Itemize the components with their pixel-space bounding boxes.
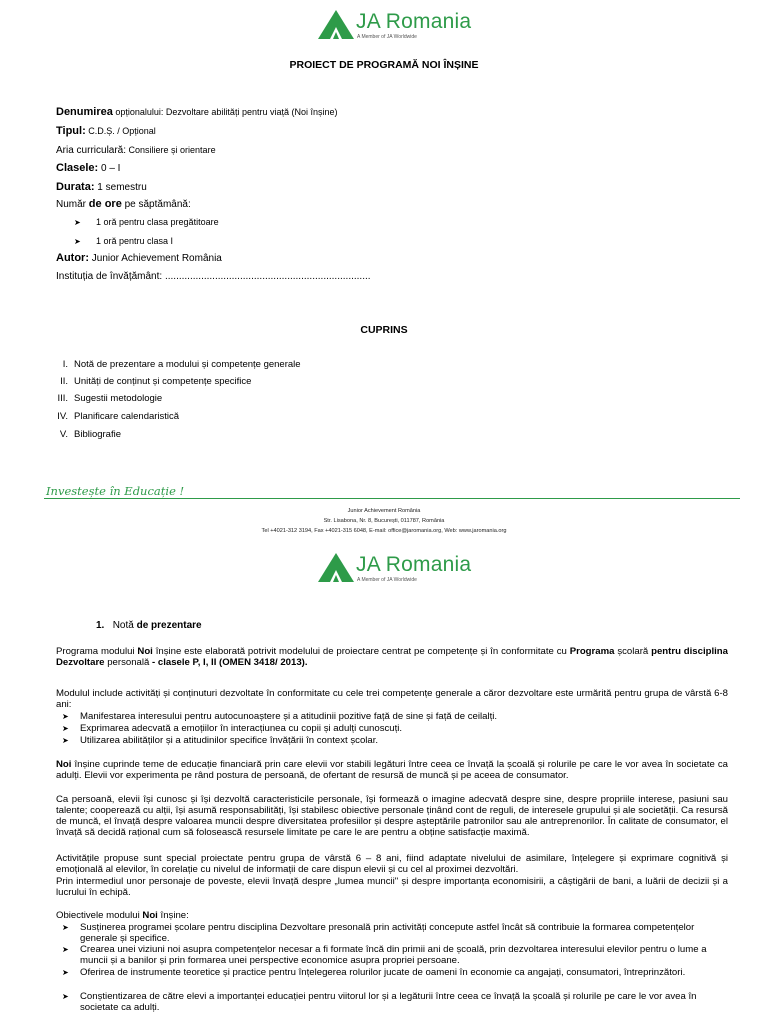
competenta-bullet [62,723,728,734]
arrow-bullet-icon: ➤ [74,237,81,246]
footer-divider [44,498,740,499]
toc-item [52,376,251,387]
clasele-row [56,161,120,176]
ore-item [74,236,173,246]
toc-num: I. [62,359,68,370]
toc-text: Unități de conținut și competențe specifice [74,376,252,387]
competenta-text: Utilizarea abilităților și a atitudinilor specifice învățării în context școlar. [80,735,379,746]
institutia-row: Instituția de învățământ: .......................................................................... [56,271,371,282]
arrow-bullet-icon: ➤ [62,736,69,745]
obiectiv-bullet [62,922,728,944]
footer-address: Str. Lisabona, Nr. 8, București, 011787, România [323,518,445,524]
p3-text: înșine cuprinde teme de educație financiară prin care elevii vor stabili legături între ceea ce învață la școală și rolurile pe care le vor avea în societate ca adulți. Elevii vor experimenta pe rând postura de persoană, de ofertant de resursă de muncă și pe aceea de consumator. [56,759,728,781]
section-heading [96,620,202,631]
ore-item [74,217,219,227]
autor-row [56,251,222,266]
ja-romania-logo-top [318,10,478,40]
autor-label: Autor: [56,252,89,264]
numar-bold: de ore [88,198,122,210]
obiectiv-bullet [62,991,728,1013]
paragraph-programa [56,646,728,668]
aria-row [56,143,216,158]
toc-text: Bibliografie [74,429,121,440]
toc-item [52,393,162,404]
arrow-bullet-icon: ➤ [62,992,69,1001]
toc-num: IV. [57,411,68,422]
competenta-bullet [62,711,728,722]
cuprins-heading: CUPRINS [360,324,408,336]
arrow-bullet-icon: ➤ [62,712,69,721]
section-heading-bold: de prezentare [136,620,202,631]
p1-mid1: înșine este elaborată potrivit modelului de proiectare centrat pe competențe și în conformitate cu [152,646,570,657]
paragraph-personaje: Prin intermediul unor personaje de poveste, elevii învață despre „lumea muncii" și despre importanța economisirii, a câștigării de bani, a luării de decizii și a lucrului în echipă. [56,876,728,898]
toc-item [52,411,179,422]
logo-brand-text: JA Romania [356,10,472,33]
denumirea-mid: opționalului: [112,107,166,117]
obiectiv-text: Conștientizarea de către elevi a importanței educației pentru viitorul lor și a legăturii între ceea ce învață la școală și rolurile pe care le vor avea în societate ca adulți. [80,991,697,1013]
tipul-label: Tipul: [56,125,86,137]
toc-num: V. [59,429,68,440]
aria-label: Aria curriculară: [56,145,127,156]
aria-value: Consiliere și orientare [126,145,216,155]
obiectiv-text: Susținerea programei școlare pentru disciplina Dezvoltare presonală prin activități concepute astfel încât să contribuie la formarea competențelor generale și specifice. [80,922,695,944]
competenta-text: Manifestarea interesului pentru autocunoaștere și a atitudinii pozitive față de sine și față de ceilalți. [80,711,498,722]
p7-post: înșine: [157,910,189,921]
durata-label: Durata: [56,181,95,193]
obiectiv-bullet [62,944,728,966]
p1-mid2: școlară [614,646,652,657]
toc-num: III. [57,393,68,404]
logo-sub-text: A Member of JA Worldwide [357,34,417,40]
p7-bold: Noi [142,910,158,921]
clasele-label: Clasele: [56,162,99,174]
p7-pre: Obiectivele modului [56,910,143,921]
durata-row [56,180,147,195]
arrow-bullet-icon: ➤ [62,945,69,954]
toc-item [52,359,301,370]
clasele-value: 0 – I [98,163,121,174]
ja-logo-icon [318,10,354,40]
tipul-row [56,124,156,139]
arrow-bullet-icon: ➤ [62,923,69,932]
paragraph-persoana: Ca persoană, elevii își cunosc și își dezvoltă caracteristicile personale, își formează o imagine adecvată despre sine, despre propriile interese, pasiuni sau talente; cooperează cu alții, își asumă responsabilități, își stabilesc obiective personale ținând cont de reguli, de interesele grupului și ale societății. Ca resursă de muncă, el învață despre valoarea muncii despre diversitatea profesiilor și despre așteptările patronilor sau ale antreprenorilor. În calitate de consumator, el învață să decidă rațional cum să folosească resursele limitate pe care le are pentru a obține satisfacție maximă. [56,794,728,838]
obiectiv-text: Crearea unei viziuni noi asupra competențelor necesar a fi formate încă din primii ani de școală, prin dezvoltarea interesului elevilor pentru o lume a muncii și a banilor și prin formarea unei perspective economice asupra propriei persoane. [80,944,707,966]
competenta-text: Exprimarea adecvată a emoțiilor în interacțiunea cu copii și adulți cunoscuți. [80,723,403,734]
paragraph-modulul: Modulul include activități și conținuturi dezvoltate în conformitate cu cele trei competențe generale a căror dezvoltare este urmărită pentru grupa de vârstă 6-8 ani: [56,688,728,710]
toc-item [52,429,121,440]
arrow-bullet-icon: ➤ [62,968,69,977]
ja-romania-logo-second [318,553,478,583]
obiectiv-bullet [62,967,728,978]
denumirea-label: Denumirea [56,106,113,118]
denumirea-value: Dezvoltare abilități pentru viață (Noi înșine) [165,107,338,117]
numar-post: pe săptămână: [121,199,191,210]
durata-value: 1 semestru [94,182,147,193]
ja-logo-icon [318,553,354,583]
toc-text: Notă de prezentare a modului și competențe generale [74,359,301,370]
arrow-bullet-icon: ➤ [74,218,81,227]
denumirea-row [56,105,338,120]
p1-pre: Programa modului [56,646,138,657]
footer-contact: Tel +4021-312 3194, Fax +4021-315 6048, E-mail: office@jaromania.org, Web: www.jaromania.org [261,528,507,534]
p1-b2: Programa [569,646,615,657]
paragraph-obiective [56,910,728,921]
competenta-bullet [62,735,728,746]
p1-b4: - clasele P, I, II (OMEN 3418/ 2013). [152,657,308,668]
numar-ore-row [56,197,191,212]
footer-org: Junior Achievement România [347,508,421,514]
section-heading-pre: Notă [112,620,137,631]
paragraph-activitati: Activitățile propuse sunt special proiectate pentru grupa de vârstă 6 – 8 ani, fiind adaptate nivelului de asimilare, înțelegere și exprimare cognitivă și emoțională al elevilor, în corelație cu nivelul de informații de care dispun elevii și cu cel al proximei dezvoltări. [56,853,728,875]
footer-slogan: Investește în Educație ! [46,484,185,498]
toc-text: Planificare calendaristică [74,411,180,422]
ore-item-text: 1 oră pentru clasa I [96,236,174,246]
p1-b1: Noi [137,646,153,657]
logo-brand-text: JA Romania [356,553,472,576]
logo-sub-text: A Member of JA Worldwide [357,577,417,583]
arrow-bullet-icon: ➤ [62,724,69,733]
toc-text: Sugestii metodologie [74,393,163,404]
paragraph-noi-insine [56,759,728,781]
document-title: PROIECT DE PROGRAMĂ NOI ÎNȘINE [289,59,479,71]
p1-b3: pentru disciplina Dezvoltare [56,646,729,668]
ore-item-text: 1 oră pentru clasa pregătitoare [96,217,219,227]
toc-num: II. [60,376,68,387]
section-num: 1. [96,620,105,631]
p1-mid3: personală [104,657,152,668]
autor-value: Junior Achievement România [89,253,222,264]
numar-pre: Număr [56,199,89,210]
p3-bold: Noi [56,759,72,770]
tipul-value: C.D.Ș. / Opțional [85,126,156,136]
obiectiv-text: Oferirea de instrumente teoretice și practice pentru înțelegerea rolurilor jucate de oameni în economie ca angajați, consumatori, întreprinzători. [80,967,686,978]
